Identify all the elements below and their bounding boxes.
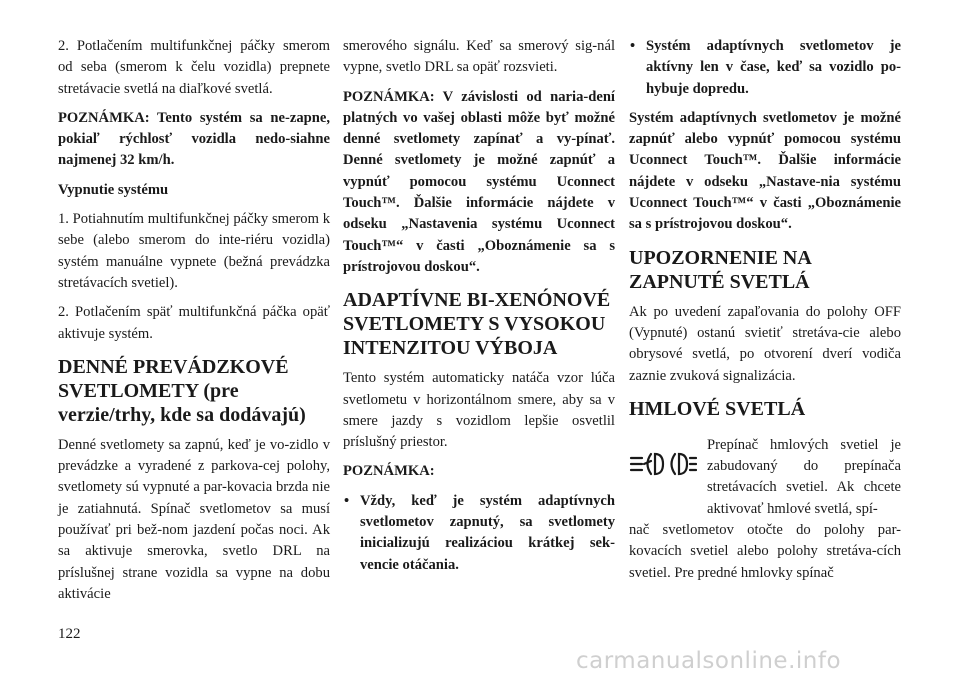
paragraph-fog-continued: nač svetlometov otočte do polohy par-kovacích svetiel alebo polohy stretáva-cích svetiel. Pre predné hmlovky spínač (629, 522, 901, 581)
paragraph-high-beam: 2. Potlačením multifunkčnej páčky smerom od seba (smerom k čelu vozidla) prepnete stretávacie svetlá na diaľkové svetlá. (58, 38, 330, 97)
fog-light-icon (629, 449, 697, 479)
column-3 (629, 36, 901, 584)
column-2 (343, 36, 615, 584)
heading-lights-warning: UPOZORNENIE NA ZAPNUTÉ SVETLÁ (629, 246, 811, 293)
note-bullets (343, 491, 615, 576)
note-bullets-continued (629, 36, 901, 100)
paragraph-adaptive: Tento systém automaticky natáča vzor lúča svetlometu v horizontálnom smere, aby sa v smere jazdy s vozidlom lepšie osvetlil príslušný priestor. (343, 370, 615, 451)
heading-drl: DENNÉ PREVÁDZKOVÉ SVETLOMETY (pre verzie/trhy, kde sa dodávajú) (58, 355, 306, 426)
paragraph-fog-intro: Prepínač hmlových svetiel je zabudovaný do prepínača stretávacích svetiel. Ak chcete aktivovať hmlové svetlá, spí- (707, 436, 901, 517)
fog-section (629, 435, 901, 584)
column-1 (58, 36, 330, 613)
bullet-initialize: • Vždy, keď je systém adaptívnych svetlometov zapnutý, sa svetlomety inicializujú realizáciou krátkej sek-vencie otáčania. (343, 491, 615, 576)
note-label: POZNÁMKA: (343, 463, 435, 480)
paragraph-manual-off: 1. Potiahnutím multifunkčnej páčky smerom k sebe (alebo smerom do inte-riéru vozidla) systém manuálne vypnete (bežná prevádzka stretávacích svetiel). (58, 211, 330, 291)
paragraph-adaptive-toggle: Systém adaptívnych svetlometov je možné zapnúť alebo vypnúť pomocou systému Uconnect Touch™. Ďalšie informácie nájdete v odseku „Nastave-nia systému Uconnect Touch™“ v časti „Oboznámenie sa s prístrojovou doskou“. (629, 109, 901, 233)
paragraph-drl: Denné svetlomety sa zapnú, keď je vo-zidlo v prevádzke a vyradené z parkova-cej polohy, svetlomety sú vypnuté a par-kovacia brzda nie je zatiahnutá. Spínač svetlometov sa musí používať pri bež-nom jazdení počas noci. Ak sa aktivuje smerovka, svetlo DRL na príslušnej strane vozidla sa vypne na dobu aktivácie (58, 436, 330, 602)
heading-adaptive-headlights: ADAPTÍVNE BI-XENÓNOVÉ SVETLOMETY S VYSOKOU INTENZITOU VÝBOJA (343, 289, 611, 360)
subheading-system-off: Vypnutie systému (58, 181, 169, 198)
paragraph-lights-warning: Ak po uvedení zapaľovania do polohy OFF (Vypnuté) ostanú svietiť stretáva-cie alebo obrysové svetlá, po otvorení dverí vodiča zaznie zvuková signalizácia. (629, 303, 901, 384)
note-drl-regulations: POZNÁMKA: V závislosti od naria-dení platných vo vašej oblasti môže byť možné denné svetlomety zapínať a vy-pínať. Denné svetlomety je možné zapnúť a vypnúť pomocou systému Uconnect Touch™. Ďalšie informácie nájdete v odseku „Nastavenia systému Uconnect Touch™“ v časti „Oboznámenie sa s prístrojovou doskou“. (343, 88, 615, 275)
watermark: carmanualsonline.info (576, 648, 842, 674)
note-speed: POZNÁMKA: Tento systém sa ne-zapne, pokiaľ rýchlosť vozidla nedo-siahne najmenej 32 km/h. (58, 109, 330, 169)
bullet-forward-only: • Systém adaptívnych svetlometov je aktívny len v čase, keď sa vozidlo po-hybuje dopredu. (629, 36, 901, 100)
paragraph-signal: smerového signálu. Keď sa smerový sig-nál vypne, svetlo DRL sa opäť rozsvieti. (343, 38, 615, 76)
page-number: 122 (58, 626, 81, 642)
paragraph-reactivate: 2. Potlačením späť multifunkčná páčka opäť aktivuje systém. (58, 304, 330, 342)
heading-fog-lights: HMLOVÉ SVETLÁ (629, 397, 806, 420)
